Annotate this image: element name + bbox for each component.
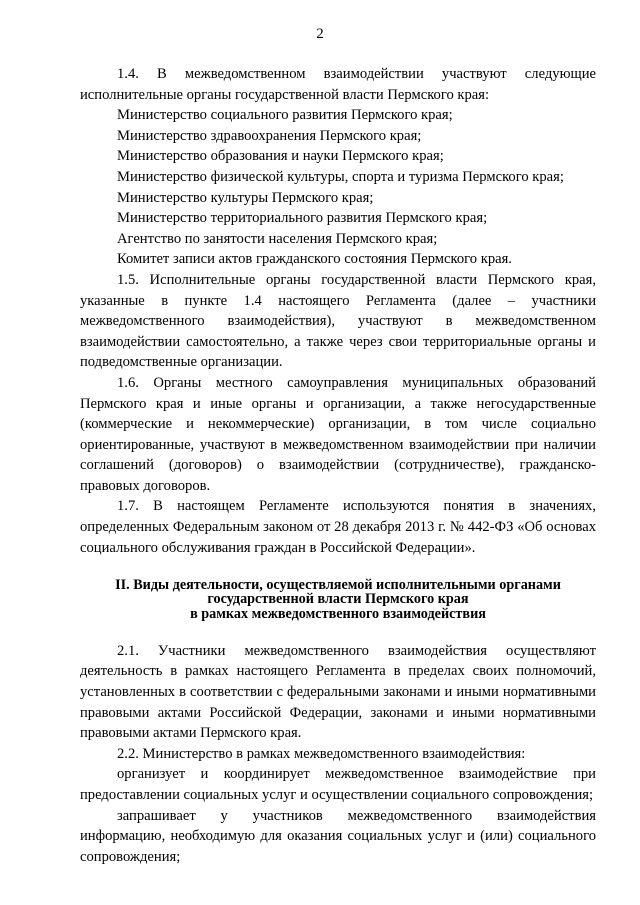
list-item: Комитет записи актов гражданского состояния Пермского края. xyxy=(117,251,512,268)
paragraph-2-2: 2.2. Министерство в рамках межведомственного взаимодействия: xyxy=(117,745,526,762)
paragraph-2-2-b: запрашивает у участников межведомственного взаимодействия информацию, необходимую для оказания социальных услуг и (или) социального сопровождения; xyxy=(80,807,596,865)
list-item: Министерство физической культуры, спорта и туризма Пермского края; xyxy=(117,168,564,185)
section-2-heading xyxy=(80,578,596,621)
list-item: Министерство социального развития Пермского края; xyxy=(117,107,453,124)
paragraph-1-6: 1.6. Органы местного самоуправления муниципальных образований Пермского края и иные органы и организации, а также негосударственные (коммерческие и некоммерческие) организации, в том числе социально ориентированные, участвуют в межведомственном взаимодействии при наличии соглашений (договоров) о взаимодействии (сотрудничестве), гражданско-правовых договоров. xyxy=(80,374,596,494)
list-item: Агентство по занятости населения Пермского края; xyxy=(117,230,438,247)
list-item: Министерство образования и науки Пермского края; xyxy=(117,148,444,165)
heading-line: II. Виды деятельности, осуществляемой исполнительными органами xyxy=(115,577,561,594)
paragraph-2-1: 2.1. Участники межведомственного взаимодействия осуществляют деятельность в рамках настоящего Регламента в пределах своих полномочий, установленных в соответствии с федеральными законами и иными нормативными правовыми актами Российской Федерации, законами и иными нормативными правовыми актами Пермского края. xyxy=(80,642,596,742)
list-item: Министерство здравоохранения Пермского края; xyxy=(117,127,422,144)
paragraph-2-2-a: организует и координирует межведомственное взаимодействие при предоставлении социальных услуг и осуществлении социального сопровождения; xyxy=(80,766,596,804)
list-item: Министерство территориального развития Пермского края; xyxy=(117,210,488,227)
heading-line: в рамках межведомственного взаимодействия xyxy=(190,605,486,622)
list-item: Министерство культуры Пермского края; xyxy=(117,189,374,206)
paragraph-1-5: 1.5. Исполнительные органы государственной власти Пермского края, указанные в пункте 1.4 настоящего Регламента (далее – участники межведомственного взаимодействия), участвуют в межведомственном взаимодействии самостоятельно, а также через свои территориальные органы и подведомственные организации. xyxy=(80,271,596,371)
document-body xyxy=(80,64,596,867)
page-number: 2 xyxy=(316,26,324,42)
paragraph-1-7: 1.7. В настоящем Регламенте используются понятия в значениях, определенных Федеральным законом от 28 декабря 2013 г. № 442-ФЗ «Об основах социального обслуживания граждан в Российской Федерации». xyxy=(80,498,596,556)
paragraph-1-4: 1.4. В межведомственном взаимодействии участвуют следующие исполнительные органы государственной власти Пермского края: xyxy=(80,66,596,103)
heading-line: государственной власти Пермского края xyxy=(207,591,469,608)
organs-list xyxy=(80,105,596,270)
